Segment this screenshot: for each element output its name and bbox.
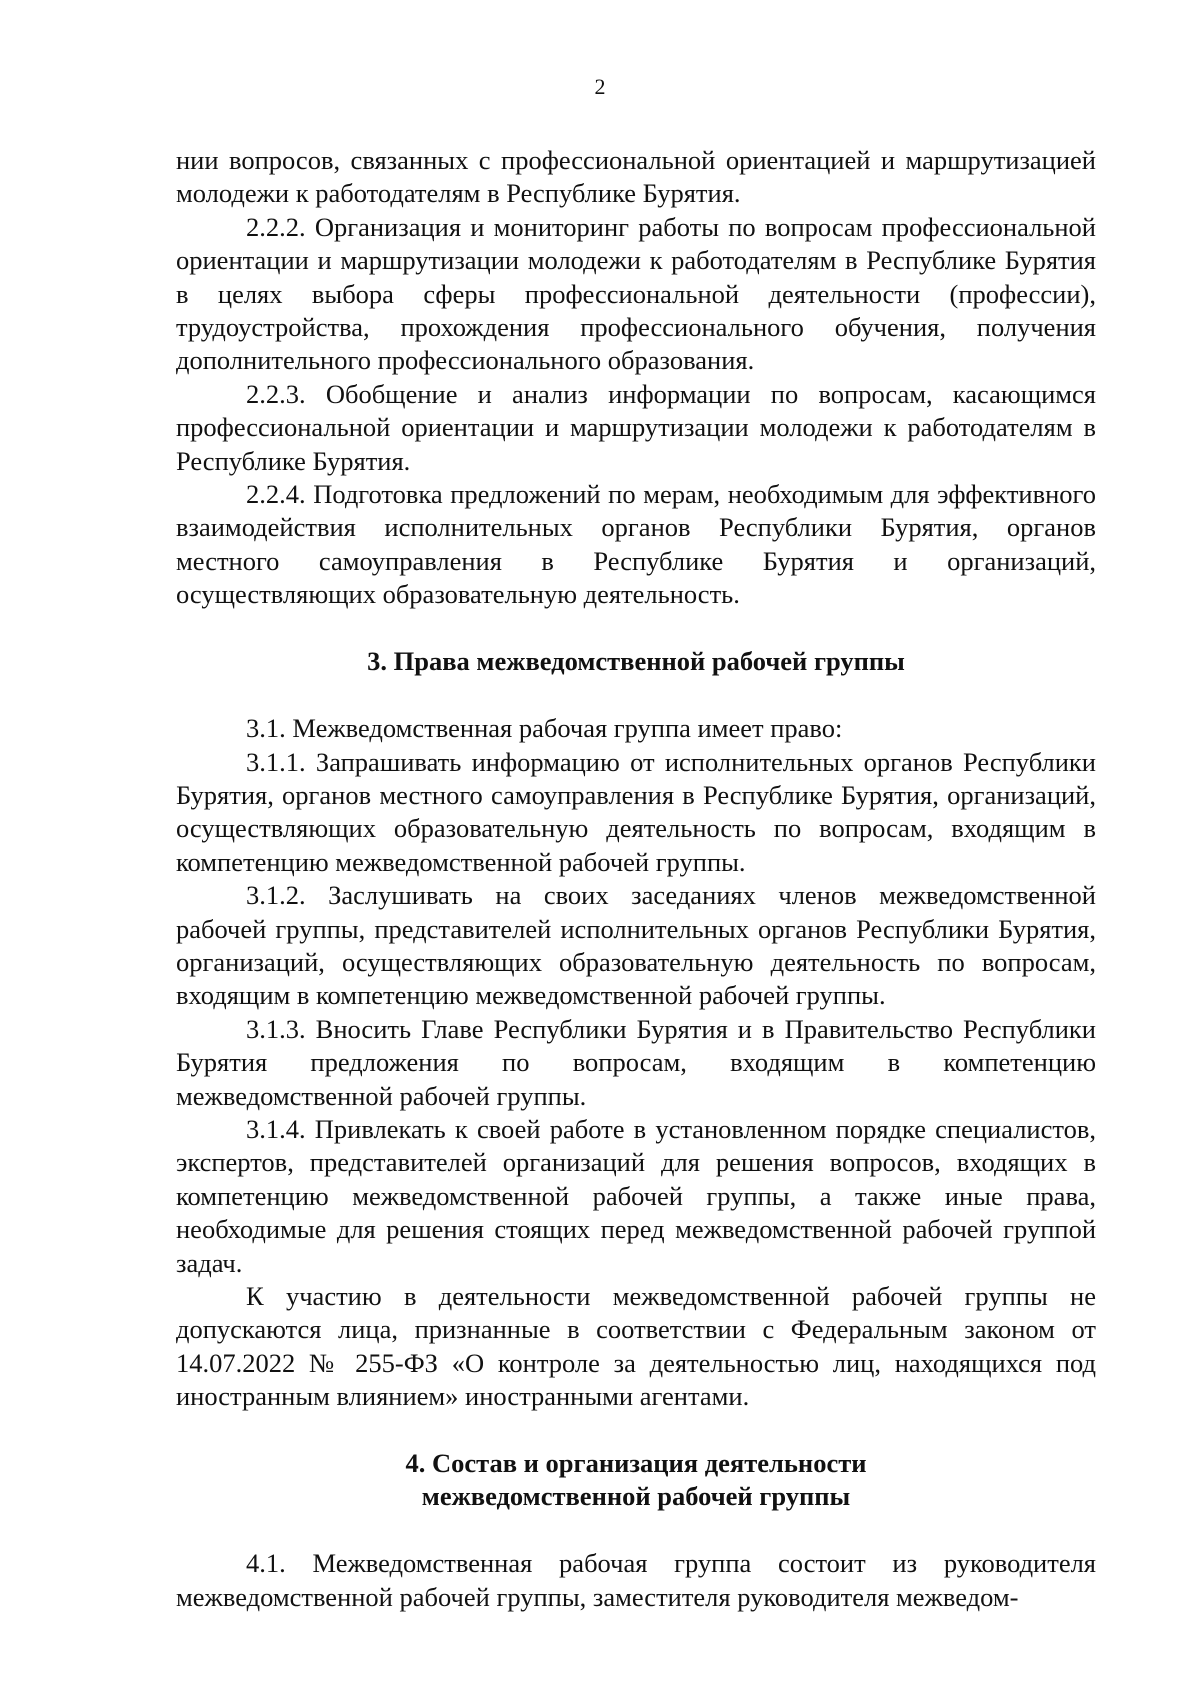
page-number: 2 xyxy=(594,74,606,99)
paragraph-3-1-2: 3.1.2. Заслушивать на своих заседаниях членов межведомственной рабочей группы, представителей исполнительных органов Республики Бурятия, организаций, осуществляющих образовательную деятельность по вопросам, входящим в компетенцию межведомственной рабочей группы. xyxy=(176,880,1096,1011)
paragraph-2-2-4: 2.2.4. Подготовка предложений по мерам, необходимым для эффективного взаимодействия исполнительных органов Республики Бурятия, органов местного самоуправления в Республике Бурятия и организаций, осуществляющих образовательную деятельность. xyxy=(176,479,1096,610)
section-4-heading-line-1: 4. Состав и организация деятельности xyxy=(405,1447,867,1478)
paragraph-3-1-3: 3.1.3. Вносить Главе Республики Бурятия и в Правительство Республики Бурятия предложения по вопросам, входящим в компетенцию межведомственной рабочей группы. xyxy=(176,1013,1096,1111)
document-body xyxy=(176,144,1096,1614)
paragraph-2-2-2: 2.2.2. Организация и мониторинг работы по вопросам профессиональной ориентации и маршрутизации молодежи к работодателям в Республике Бурятия в целях выбора сферы профессиональной деятельности (профессии), трудоустройства, прохождения профессионального обучения, получения дополнительного профессионального образования. xyxy=(176,211,1096,376)
section-4-heading-line-2: межведомственной рабочей группы xyxy=(421,1481,851,1512)
paragraph-3-1: 3.1. Межведомственная рабочая группа имеет право: xyxy=(246,713,843,744)
paragraph-foreign-agents: К участию в деятельности межведомственной рабочей группы не допускаются лица, признанные в соответствии с Федеральным законом от 14.07.2022 № 255-ФЗ «О контроле за деятельностью лиц, находящихся под иностранным влиянием» иностранными агентами. xyxy=(176,1281,1096,1412)
paragraph-continuation: нии вопросов, связанных с профессиональной ориентацией и маршрутизацией молодежи к работодателям в Республике Бурятия. xyxy=(176,145,1096,209)
paragraph-3-1-4: 3.1.4. Привлекать к своей работе в установленном порядке специалистов, экспертов, представителей организаций для решения вопросов, входящих в компетенцию межведомственной рабочей группы, а также иные права, необходимые для решения стоящих перед межведомственной рабочей группой задач. xyxy=(176,1113,1096,1278)
section-4-heading xyxy=(176,1447,1096,1514)
section-3-heading: 3. Права межведомственной рабочей группы xyxy=(367,645,905,676)
paragraph-3-1-1: 3.1.1. Запрашивать информацию от исполнительных органов Республики Бурятия, органов местного самоуправления в Республике Бурятия, организаций, осуществляющих образовательную деятельность по вопросам, входящим в компетенцию межведомственной рабочей группы. xyxy=(176,746,1096,877)
paragraph-2-2-3: 2.2.3. Обобщение и анализ информации по вопросам, касающимся профессиональной ориентации и маршрутизации молодежи к работодателям в Республике Бурятия. xyxy=(176,378,1096,476)
paragraph-4-1: 4.1. Межведомственная рабочая группа состоит из руководителя межведомственной рабочей группы, заместителя руководителя межведом- xyxy=(176,1548,1096,1612)
